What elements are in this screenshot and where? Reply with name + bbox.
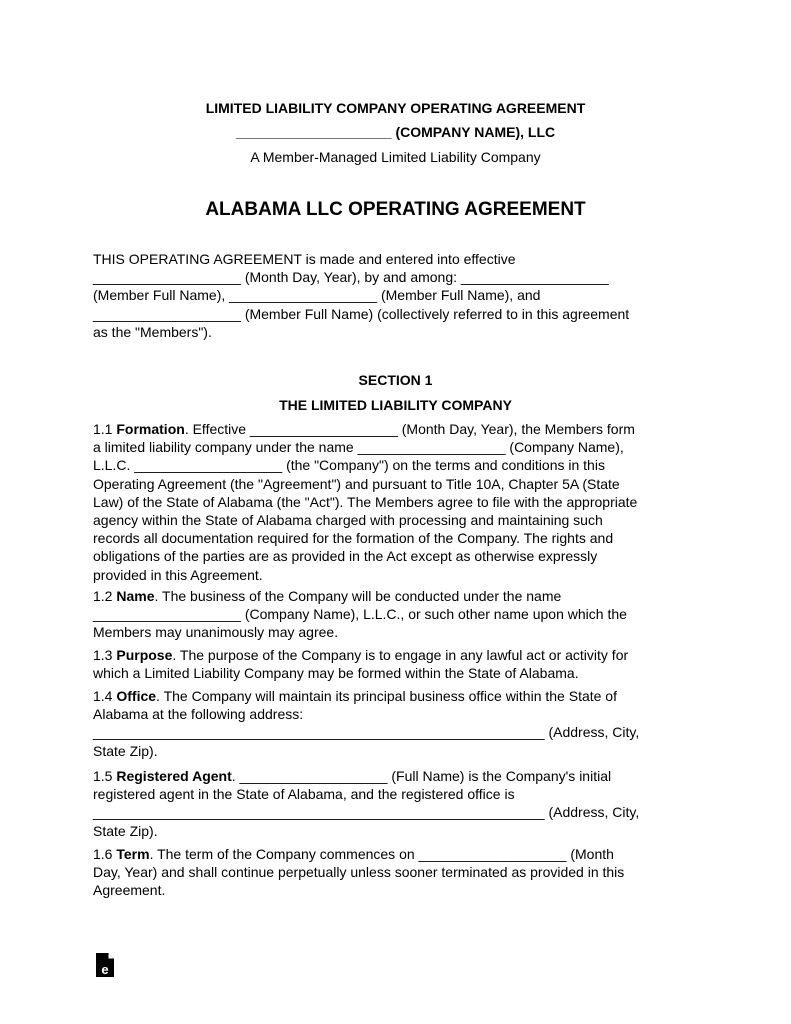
clause-registered-agent [93,767,713,840]
clause-text: . The purpose of the Company is to engage in any lawful act or activity for [172,647,629,663]
document-title: ALABAMA LLC OPERATING AGREEMENT [205,199,586,220]
section-number: SECTION 1 [358,372,433,388]
intro-line: ___________________ (Member Full Name) (collectively referred to in this agreement [93,305,630,322]
clause-line: records all documentation required for the formation of the Company. The rights and [93,530,614,547]
clause-line: ___________________ (Company Name), L.L.C., or such other name upon which the [93,606,627,623]
clause-text: . Effective ___________________ (Month Day, Year), the Members form [184,421,635,437]
clause-first-line [93,646,713,664]
clause-text: . The Company will maintain its principal business office within the State of [156,688,617,704]
clause-line: registered agent in the State of Alabama, and the registered office is [93,786,515,803]
clause-title: Office [116,688,157,704]
clause-term [93,845,713,900]
clause-title: Term [116,846,150,862]
intro-line: (Member Full Name), ___________________ (Member Full Name), and [93,287,541,304]
clause-line: State Zip). [93,822,158,839]
intro-line: as the "Members"). [93,323,212,340]
clause-line: which a Limited Liability Company may be formed within the State of Alabama. [93,665,579,682]
clause-line: Members may unanimously may agree. [93,624,339,641]
clause-number: 1.6 [93,846,117,862]
clause-first-line [93,767,713,785]
clause-office [93,687,713,760]
clause-first-line [93,687,713,705]
clause-line: Day, Year) and shall continue perpetually unless sooner terminated as provided in this [93,864,625,881]
clause-line: agency within the State of Alabama charged with processing and maintaining such [93,511,603,528]
header-company-name: ____________________ (COMPANY NAME), LLC [235,124,556,140]
clause-line: L.L.C. ___________________ (the "Company") on the terms and conditions in this [93,457,605,474]
clause-line: State Zip). [93,742,158,759]
document-e-logo-icon [94,952,116,978]
clause-line: Agreement. [93,882,166,899]
clause-line: __________________________________________________________ (Address, City, [93,804,640,821]
clause-text: . The term of the Company commences on ___________________ (Month [149,846,614,862]
clause-line: __________________________________________________________ (Address, City, [93,724,640,741]
clause-line: Operating Agreement (the "Agreement") and pursuant to Title 10A, Chapter 5A (State [93,475,620,492]
clause-number: 1.2 [93,588,117,604]
header-subtitle: A Member-Managed Limited Liability Company [250,149,541,165]
clause-first-line [93,845,713,863]
clause-text: . ___________________ (Full Name) is the Company's initial [231,768,612,784]
section-heading: THE LIMITED LIABILITY COMPANY [279,397,512,413]
clause-text: . The business of the Company will be conducted under the name [154,588,562,604]
clause-purpose [93,646,713,682]
clause-title: Formation [116,421,185,437]
clause-first-line [93,587,713,605]
header-line-1: LIMITED LIABILITY COMPANY OPERATING AGREEMENT [205,100,586,116]
clause-line: provided in this Agreement. [93,566,263,583]
intro-line: THIS OPERATING AGREEMENT is made and entered into effective [93,251,516,267]
intro-paragraph [93,250,713,341]
clause-title: Registered Agent [116,768,232,784]
clause-line: a limited liability company under the name ___________________ (Company Name), [93,439,624,456]
clause-number: 1.5 [93,768,117,784]
clause-number: 1.4 [93,688,117,704]
clause-line: Law) of the State of Alabama (the "Act"). The Members agree to file with the appropriate [93,493,638,510]
clause-name [93,587,713,642]
clause-title: Purpose [116,647,173,663]
clause-title: Name [116,588,155,604]
clause-line: obligations of the parties are as provided in the Act except as otherwise expressly [93,548,598,565]
clause-first-line [93,420,713,438]
clause-formation [93,420,713,584]
clause-line: Alabama at the following address: [93,706,304,723]
clause-number: 1.1 [93,421,117,437]
clause-number: 1.3 [93,647,117,663]
svg-text:e: e [101,962,109,977]
intro-line: ___________________ (Month Day, Year), by and among: ___________________ [93,269,609,286]
